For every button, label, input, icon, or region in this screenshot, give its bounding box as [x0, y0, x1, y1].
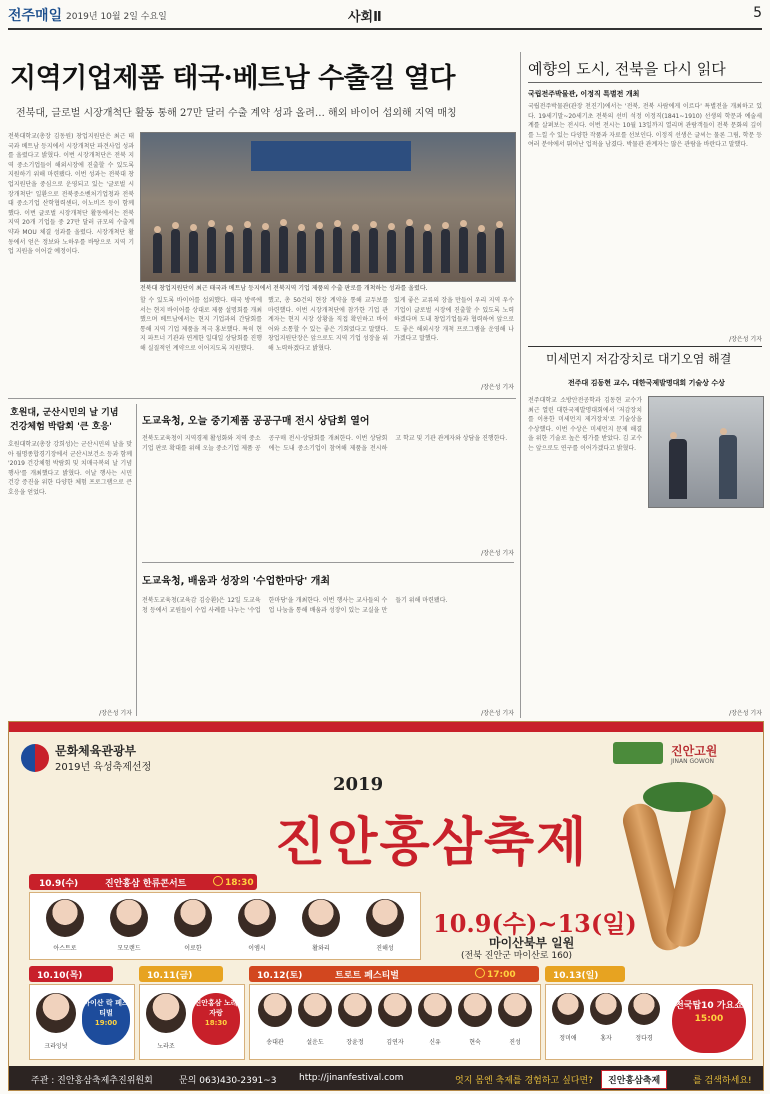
event-banner: [251, 141, 411, 171]
performer-photo: [258, 993, 292, 1027]
performer-photo: [628, 993, 660, 1025]
day5-box: [545, 984, 753, 1060]
performer-name: 활와리: [312, 945, 330, 952]
lead-subhead: 전북대, 글로벌 시장개척단 활동 통해 27만 달러 수출 계약 성과 올려… 해외 바이어 섭외해 지역 매칭: [16, 108, 457, 119]
performer-photo: [378, 993, 412, 1027]
performer-photo: [458, 993, 492, 1027]
ad-dates: 10.9(수)~13(일): [433, 909, 637, 938]
performer-photo: [238, 899, 276, 937]
day4-performers: [249, 984, 541, 1060]
footer-search-box[interactable]: 진안홍삼축제: [601, 1070, 667, 1089]
ad-footer: [9, 1066, 763, 1090]
clock-icon: [475, 968, 485, 978]
right2-byline: /장은성 기자: [729, 710, 762, 717]
performer-name: 신유: [429, 1039, 441, 1046]
day3-event-text: 진안홍삼 노래자랑: [194, 999, 238, 1017]
right2-body: 전주대학교 소방안전공학과 김동현 교수가 최근 열린 대한국제발명대회에서 '저감장치를 이용한 미세먼지 제거장치'로 기술상을 수상했다. 이번 수상은 미세먼지 문제 해결을 위한 기술로 높은 평가를 받았다. 김 교수는 앞으로도 연구를 이어가겠다고 밝혔다.: [528, 397, 642, 452]
right1-rule: [528, 82, 762, 83]
performer-name: 진해성: [376, 945, 394, 952]
festival-ad: [8, 721, 764, 1091]
lead-column-1: 전북대학교(총장 김동원) 창업지원단은 최근 태국과 베트남 등지에서 시장개척단 파견사업 성과를 올렸다고 밝혔다. 이번 시장개척단은 전북 지역 중소기업들이 해외시장에 진출할 수 있도록 지원하기 위해 마련됐다. 이번 성과는 전북대 창업지원단을 중심으로 운영되고 있는 '글로벌 시장개척단' 일환으로 전북중소벤처기업청과 전북대 중소기업 산학협력센터, 이노비즈 등이 함께했다. 이번 글로벌 시장개척단 활동에서는 전북지역 20개 기업들 중 27만 달러 규모의 수출계약과 MOU 체결 성과를 올렸다. 시장개척단 활동에서 얻은 정보와 노하우를 바탕으로 지역 기업 지원을 이어갈 예정이다.: [8, 133, 134, 256]
footer-tail: 를 검색하세요!: [693, 1076, 752, 1086]
day5-time: 15:00: [694, 1014, 724, 1024]
day3-time: 18:30: [204, 1019, 228, 1027]
day4-event: 트로트 페스티벌: [335, 971, 399, 981]
mid3-headline: 도교육청, 배움과 성장의 '수업한마당' 개최: [142, 576, 331, 587]
clock-icon: [213, 876, 223, 886]
day1-banner: [29, 874, 257, 890]
ministry-emblem-icon: [21, 744, 49, 772]
performer-photo: [46, 899, 84, 937]
ad-venue-sub: (전북 진안군 마이산로 160): [461, 951, 573, 961]
right1-byline: /장은성 기자: [729, 336, 762, 343]
day4-label: 10.12(토): [257, 971, 303, 981]
day5-event-text: 전국탑10 가요쇼: [675, 1001, 743, 1011]
newspaper-header: [8, 2, 762, 30]
ad-brand: 진안고원: [671, 744, 718, 758]
performer-photo: [298, 993, 332, 1027]
day1-event: 진안홍삼 한류콘서트: [105, 879, 187, 889]
ad-top-strip: [9, 722, 763, 732]
page-number: 5: [753, 5, 762, 21]
performer-name: 노라조: [157, 1043, 175, 1050]
ad-org: 문화체육관광부: [55, 744, 137, 758]
performer-photo: [418, 993, 452, 1027]
performer-name: 송대관: [266, 1039, 284, 1046]
mid3-body: 전북도교육청(교육감 김승환)은 12일 도교육청 등에서 교원들이 수업 사례를 나누는 '수업한마당'을 개최한다. 이번 행사는 교사들의 수업 나눔을 통해 배움과 성장이 있는 교실을 만들기 위해 마련됐다.: [142, 597, 448, 614]
right2-top-rule: [528, 346, 762, 347]
day2-banner: [29, 966, 113, 982]
mid-divider: [136, 404, 137, 716]
issue-date: 2019년 10월 2일 수요일: [66, 12, 167, 22]
performer-name: 이로한: [184, 945, 202, 952]
performer-name: 장윤정: [346, 1039, 364, 1046]
right1-body: 국립전주박물관(관장 천진기)에서는 '전북, 전북 사람에게 이르다' 특별전을 개최하고 있다. 19세기말~20세기초 전북의 선비 석정 이정직(1841~1910) 선생의 학문과 예술세계를 살펴보는 전시다. 이번 전시는 10월 13일까지 열리며 관람객들이 전북 문화의 깊이를 느낄 수 있는 다양한 작품과 자료를 선보인다. 이정직 선생은 글씨는 물론 그림, 학문 등 여러 분야에서 뛰어난 업적을 남겼다. 박물관 관계자는 많은 관람을 바란다고 말했다.: [528, 103, 762, 149]
day5-label: 10.13(일): [553, 971, 599, 981]
day2-event: [82, 993, 130, 1045]
performer-name: 진성: [509, 1039, 521, 1046]
performer-photo: [174, 899, 212, 937]
footer-question: 엇지 몸엔 축제를 경험하고 싶다면?: [455, 1076, 593, 1086]
performer-name: 설운도: [306, 1039, 324, 1046]
performer-name: 크라잉넛: [44, 1043, 68, 1050]
footer-phone: 문의 063)430-2391~3: [179, 1076, 277, 1086]
performer-name: 모모랜드: [117, 945, 141, 952]
performer-name: 이엠시: [248, 945, 266, 952]
mid2-body: 전북도교육청이 지역경제 활성화와 지역 중소기업 판로 확대를 위해 오늘 중소기업 제품 공공구매 전시·상담회를 개최한다. 이번 상담회에는 도내 중소기업이 참여해 제품을 전시하고 학교 및 기관 관계자와 상담을 진행한다.: [142, 435, 508, 452]
lead-column-2: 할 수 있도록 바이어를 섭외했다. 태국 방콕에서는 현지 바이어를 상대로 제품 설명회를 개최했으며 베트남에서는 현지 기업과의 간담회를 통해 지역 기업 제품을 적극 홍보했다. 특히 현지 파트너 기관과 연계한 일대일 상담회를 진행해 실질적인 계약으로 이어지도록 지원했다.: [140, 297, 262, 352]
day1-performers: [29, 892, 421, 960]
footer-url[interactable]: http://jinanfestival.com: [299, 1073, 404, 1083]
performer-name: 아스트로: [53, 945, 77, 952]
mid2-byline: /장은성 기자: [481, 550, 514, 557]
performer-photo: [552, 993, 584, 1025]
day2-event-text: 마이산 락 페스티벌: [83, 999, 129, 1017]
performer-photo: [498, 993, 532, 1027]
professor-photo: [648, 396, 764, 508]
ad-year: 2019: [333, 774, 384, 795]
day2-box: [29, 984, 135, 1060]
day4-time: 17:00: [487, 970, 516, 980]
lead-column-4: 있게 좋은 교류의 장을 만들어 우리 지역 우수기업이 글로벌 시장에 진출할 수 있도록 노력하겠다며 도내 창업기업들과 협력하여 앞으로도 좋은 해외시장 개척 프로그램을 운영해 나가겠다고 말했다.: [394, 297, 514, 343]
performer-photo: [302, 899, 340, 937]
footer-host: 주관 : 진안홍삼축제추진위원회: [31, 1076, 153, 1086]
mid1-body: 호원대학교(총장 강희성)는 군산시민의 날을 맞아 월명종합경기장에서 군산시보건소 등과 함께 '2019 건강체험 박람회 및 치매극복의 날 기념행사'를 개최했다고 밝혔다. 이날 행사는 시민 건강 증진을 위한 다양한 체험 프로그램으로 큰 호응을 얻었다.: [8, 441, 132, 496]
photo-caption: 전북대 창업지원단이 최근 태국과 베트남 등지에서 전북지역 기업 제품의 수출 판로를 개척하는 성과를 올렸다.: [140, 285, 428, 292]
right1-subhead: 국립전주박물관, 이정직 특별전 개최: [528, 90, 640, 98]
ad-org-sub: 2019년 육성축제선정: [55, 762, 152, 773]
section-title: 사회Ⅱ: [348, 10, 382, 25]
ad-venue: 마이산북부 일원: [489, 936, 575, 950]
column-divider: [520, 52, 521, 718]
mid1-headline: 호원대, 군산시민의 날 기념 건강체험 박람회 '큰 호응': [10, 408, 119, 432]
performer-name: 정미애: [559, 1035, 577, 1042]
brand-logo-icon: [613, 742, 663, 764]
day2-label: 10.10(목): [37, 971, 83, 981]
mid-rule: [8, 398, 516, 399]
right2-subhead: 전주대 김동현 교수, 대한국제발명대회 기술상 수상: [568, 379, 725, 387]
mid1-byline: /장은성 기자: [99, 710, 132, 717]
day4-banner: [249, 966, 539, 982]
performer-photo: [366, 899, 404, 937]
day3-banner: [139, 966, 223, 982]
right1-headline: 예향의 도시, 전북을 다시 읽다: [528, 60, 726, 78]
day1-time: 18:30: [225, 878, 254, 888]
performer-name: 홍자: [600, 1035, 612, 1042]
lead-byline: /장은성 기자: [481, 384, 514, 391]
lead-headline: 지역기업제품 태국·베트남 수출길 열다: [10, 63, 455, 94]
mid3-byline: /장은성 기자: [481, 710, 514, 717]
performer-name: 정다경: [635, 1035, 653, 1042]
day3-label: 10.11(금): [147, 971, 193, 981]
right2-headline: 미세먼지 저감장치로 대기오염 해결: [546, 352, 732, 366]
performer-photo: [146, 993, 186, 1033]
ad-title: 진안홍삼축제: [275, 812, 589, 873]
day1-label: 10.9(수): [39, 879, 79, 889]
ad-brand-sub: JINAN GOWON: [671, 758, 715, 765]
day5-event: [672, 989, 746, 1053]
performer-name: 현숙: [469, 1039, 481, 1046]
day3-box: [139, 984, 245, 1060]
day3-event: [192, 993, 240, 1045]
performer-name: 김연자: [386, 1039, 404, 1046]
day2-time: 19:00: [94, 1019, 118, 1027]
day5-banner: [545, 966, 625, 982]
mid2-headline: 도교육청, 오늘 중기제품 공공구매 전시 상담회 열어: [142, 416, 370, 427]
performer-photo: [338, 993, 372, 1027]
performer-photo: [36, 993, 76, 1033]
performer-photo: [590, 993, 622, 1025]
performer-photo: [110, 899, 148, 937]
mid3-rule: [142, 562, 514, 563]
group-photo: [140, 132, 516, 282]
paper-name: 전주매일: [8, 8, 63, 24]
lead-column-3: 했고, 총 50건의 현장 계약을 통해 교두보를 마련했다. 이번 시장개척단에 참가한 기업 관계자는 현지 시장 상황을 직접 확인하고 바이어와 소통할 수 있는 좋은 기회였다고 말했다. 창업지원단장은 앞으로도 지역 기업 성장을 위해 노력하겠다고 밝혔다.: [268, 297, 388, 352]
